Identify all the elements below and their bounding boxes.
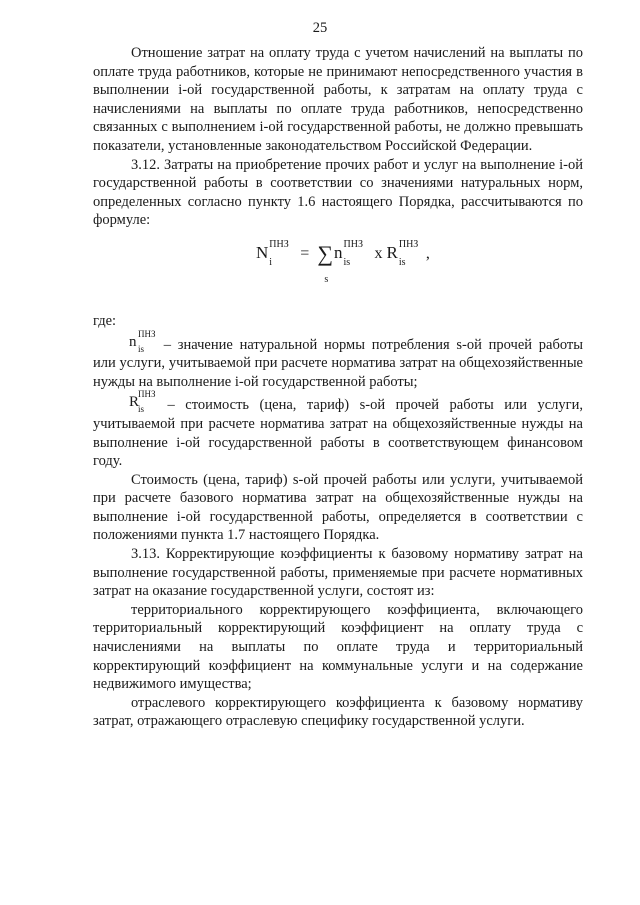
paragraph-ratio: Отношение затрат на оплату труда с учетом начислений на выплаты по оплате труда работников, которые не принимают непосредственного участия в выполнении i-ой государственной работы, к затратам на оплату труда с начислениями на выплаты по оплате труда работников, непосредственно связанных с выполнением i-ой государственной работы, не должно превышать показатели, установленные законодательством Российской Федерации. [93, 45, 583, 154]
definition-r-symbol: R ПНЗ is [129, 389, 156, 415]
formula-n-sup: ПНЗ [343, 238, 363, 250]
formula-lhs-sup: ПНЗ [269, 238, 289, 250]
formula-expression [256, 238, 430, 285]
paragraph-territorial: территориального корректирующего коэффициента, включающего территориальный корректирующий коэффициент на оплату труда с начислениями на выплаты по оплате труда и территориальный корректирующий коэффициент на коммунальные услуги и на содержание недвижимого имущества; [93, 601, 583, 693]
definition-n [93, 328, 583, 392]
formula-times: x [374, 244, 383, 262]
formula-n-sub: is [343, 256, 351, 268]
formula-r-sup: ПНЗ [398, 238, 419, 250]
formula [93, 234, 583, 294]
formula-n-base: n [334, 242, 343, 262]
formula-lhs-indices [268, 238, 296, 268]
formula-trailing-comma: , [425, 244, 430, 262]
paragraph-cost: Стоимость (цена, тариф) s-ой прочей работы или услуги, учитываемой при расчете базового норматива затрат на общехозяйственные нужды на выполнение i-ой государственной работы, определяется в соответствии с положениями пункта 1.7 настоящего Порядка. [93, 471, 583, 544]
formula-sum-symbol: ∑ s [317, 245, 333, 264]
formula-sum-index: s [324, 273, 329, 285]
page-number: 25 [312, 20, 328, 36]
formula-equals: = [300, 244, 310, 262]
document-body [93, 44, 583, 731]
definition-n-symbol: n ПНЗ is [129, 328, 156, 354]
formula-lhs-sub: i [269, 256, 273, 268]
formula-r-indices [398, 238, 426, 268]
paragraph-sectoral: отраслевого корректирующего коэффициента к базовому нормативу затрат, отражающего отраслевую специфику государственной услуги. [93, 694, 583, 730]
formula-r-sub: is [398, 256, 406, 268]
paragraph-3-12: 3.12. Затраты на приобретение прочих работ и услуг на выполнение i-ой государственной работы в соответствии со значениями натуральных норм, определенных согласно пункту 1.6 настоящего Порядка, рассчитываются по формуле: [93, 156, 583, 229]
formula-lhs-base: N [256, 242, 269, 262]
formula-r-base: R [386, 242, 398, 262]
formula-n-indices [343, 238, 371, 268]
definition-r [93, 391, 583, 470]
paragraph-3-13: 3.13. Корректирующие коэффициенты к базовому нормативу затрат на выполнение государственной работы, применяемые при расчете нормативных затрат на оказание государственной услуги, состоят из: [93, 546, 583, 600]
definition-n-text: – значение натуральной нормы потребления s-ой прочей работы или услуги, учитываемой при расчете норматива затрат на общехозяйственные нужды на выполнение i-ой государственной работы; [93, 336, 583, 390]
where-label: где: [93, 312, 117, 329]
definition-r-text: – стоимость (цена, тариф) s-ой прочей работы или услуги, учитываемой при расчете норматива затрат на общехозяйственные нужды на выполнение i-ой государственной работы в соответствующем финансовом году. [93, 397, 583, 470]
